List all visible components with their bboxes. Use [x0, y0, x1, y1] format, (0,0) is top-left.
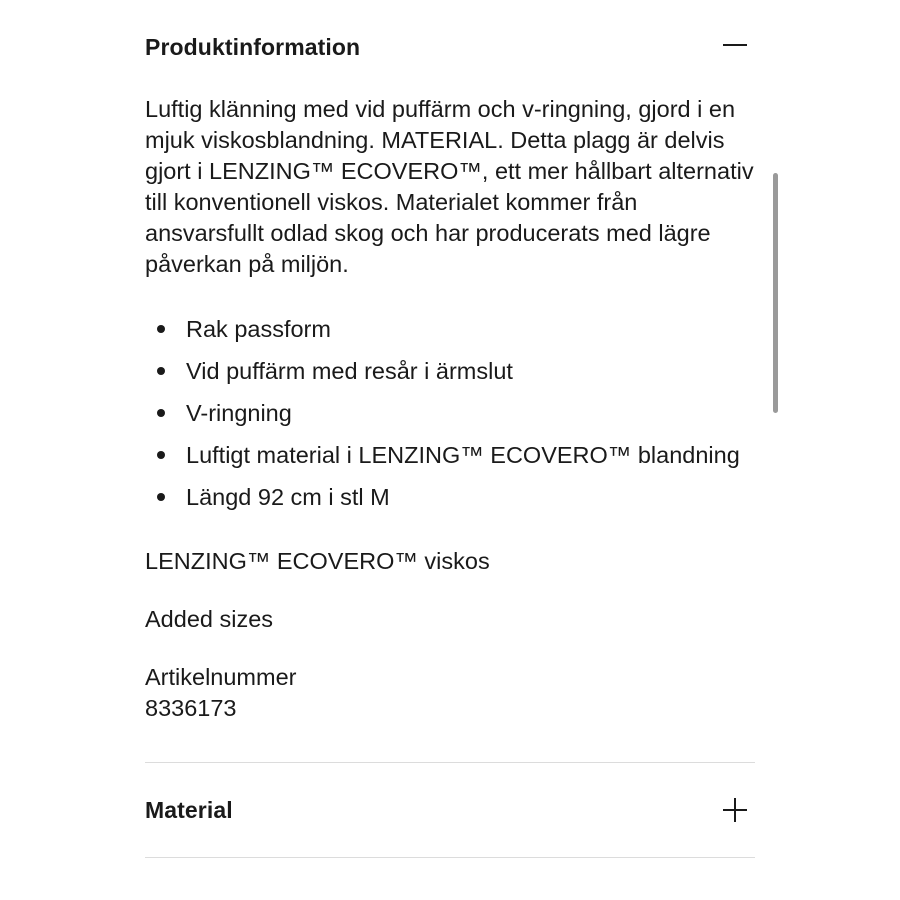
material-title: Material	[145, 796, 233, 823]
bullet-icon	[157, 409, 165, 417]
list-item: Längd 92 cm i stl M	[145, 478, 755, 516]
added-sizes-text: Added sizes	[145, 606, 274, 632]
list-item: V-ringning	[145, 394, 755, 432]
bullet-icon	[157, 325, 165, 333]
bullet-icon	[157, 493, 165, 501]
article-number-value: 8336173	[145, 695, 237, 721]
bullet-icon	[157, 367, 165, 375]
material-header[interactable]	[145, 763, 755, 857]
article-number-label: Artikelnummer	[145, 664, 297, 690]
minus-icon[interactable]	[723, 33, 747, 57]
product-description: Luftig klänning med vid puffärm och v-ringning, gjord i en mjuk viskosblandning. MATERIAL. Detta plagg är delvis gjort i LENZING™ ECOVERO™, ett mer hållbart alternativ till konventionell viskos. Materialet kommer från ansvarsfullt odlad skog och har producerats med lägre påverkan på miljön.	[145, 96, 754, 277]
scrollbar-thumb[interactable]	[773, 173, 778, 413]
list-item: Vid puffärm med resår i ärmslut	[145, 352, 755, 390]
composition-text: LENZING™ ECOVERO™ viskos	[145, 548, 490, 574]
produktinformation-content	[145, 94, 755, 724]
list-item: Luftigt material i LENZING™ ECOVERO™ blandning	[145, 436, 755, 474]
produktinformation-title: Produktinformation	[145, 34, 361, 60]
plus-icon[interactable]	[723, 798, 747, 822]
product-accordion	[145, 0, 755, 858]
section-divider	[145, 857, 755, 858]
feature-list	[145, 310, 755, 516]
bullet-icon	[157, 451, 165, 459]
produktinformation-header[interactable]	[145, 0, 755, 94]
list-item: Rak passform	[145, 310, 755, 348]
